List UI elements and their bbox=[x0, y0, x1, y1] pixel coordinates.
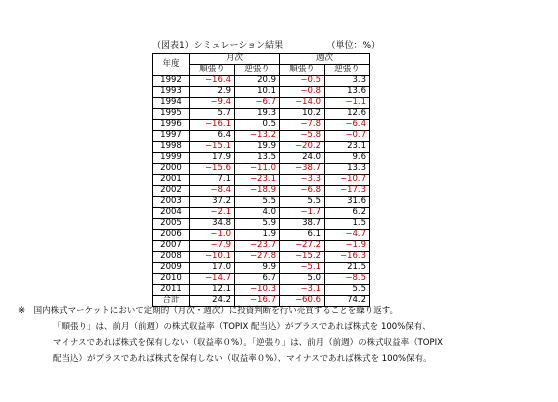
value-cell: 31.6 bbox=[325, 197, 370, 208]
value-cell: −7.9 bbox=[190, 241, 235, 252]
value-cell: −10.1 bbox=[190, 252, 235, 263]
unit-label: （単位：%） bbox=[326, 41, 380, 51]
value-cell: 5.5 bbox=[325, 285, 370, 296]
value-cell: −16.7 bbox=[235, 296, 280, 307]
value-cell: −8.4 bbox=[190, 186, 235, 197]
simulation-results-table bbox=[152, 53, 370, 307]
table-row bbox=[153, 109, 370, 120]
weekly-contrarian-header: 逆張り bbox=[325, 65, 370, 76]
table-row bbox=[153, 219, 370, 230]
table-row bbox=[153, 164, 370, 175]
value-cell: −2.1 bbox=[190, 208, 235, 219]
value-cell: −7.8 bbox=[280, 120, 325, 131]
value-cell: 5.0 bbox=[280, 274, 325, 285]
value-cell: −3.3 bbox=[280, 175, 325, 186]
year-cell: 1995 bbox=[153, 109, 190, 120]
value-cell: 0.5 bbox=[235, 120, 280, 131]
value-cell: 9.6 bbox=[325, 153, 370, 164]
year-cell: 2010 bbox=[153, 274, 190, 285]
year-cell: 2004 bbox=[153, 208, 190, 219]
table-row bbox=[153, 153, 370, 164]
value-cell: −20.2 bbox=[280, 142, 325, 153]
table-row bbox=[153, 274, 370, 285]
value-cell: −15.2 bbox=[280, 252, 325, 263]
year-cell: 2006 bbox=[153, 230, 190, 241]
year-cell: 1992 bbox=[153, 76, 190, 87]
table-row bbox=[153, 208, 370, 219]
value-cell: −18.9 bbox=[235, 186, 280, 197]
value-cell: −16.3 bbox=[325, 252, 370, 263]
table-row bbox=[153, 285, 370, 296]
value-cell: −0.7 bbox=[325, 131, 370, 142]
value-cell: −27.8 bbox=[235, 252, 280, 263]
value-cell: 23.1 bbox=[325, 142, 370, 153]
value-cell: −23.7 bbox=[235, 241, 280, 252]
year-cell: 1993 bbox=[153, 87, 190, 98]
value-cell: −5.8 bbox=[280, 131, 325, 142]
value-cell: −23.1 bbox=[235, 175, 280, 186]
value-cell: 10.2 bbox=[280, 109, 325, 120]
value-cell: 6.7 bbox=[235, 274, 280, 285]
value-cell: −1.0 bbox=[190, 230, 235, 241]
table-caption bbox=[152, 41, 380, 51]
footnote-line: マイナスであれば株式を保有しない（収益率０%）。「逆張り」は、前月（前週）の株式収益率（TOPIX bbox=[53, 338, 443, 348]
table-row bbox=[153, 230, 370, 241]
table-row bbox=[153, 263, 370, 274]
table-title: （図表1）シミュレーション結果 bbox=[152, 41, 284, 51]
year-cell: 1998 bbox=[153, 142, 190, 153]
value-cell: −6.4 bbox=[325, 120, 370, 131]
weekly-trend-header: 順張り bbox=[280, 65, 325, 76]
table-row bbox=[153, 197, 370, 208]
value-cell: 1.5 bbox=[325, 219, 370, 230]
value-cell: −3.1 bbox=[280, 285, 325, 296]
value-cell: −5.1 bbox=[280, 263, 325, 274]
table-row bbox=[153, 252, 370, 263]
weekly-header: 週次 bbox=[280, 54, 370, 65]
table-row bbox=[153, 241, 370, 252]
year-cell: 2000 bbox=[153, 164, 190, 175]
value-cell: 2.9 bbox=[190, 87, 235, 98]
value-cell: 12.1 bbox=[190, 285, 235, 296]
table-row bbox=[153, 98, 370, 109]
table-row bbox=[153, 76, 370, 87]
value-cell: 24.2 bbox=[190, 296, 235, 307]
year-cell: 1996 bbox=[153, 120, 190, 131]
table-row bbox=[153, 175, 370, 186]
value-cell: 5.7 bbox=[190, 109, 235, 120]
footnote-line: ※ 国内株式マーケットにおいて定期的（月次・週次）に投資判断を行い売買することを繰り返す。 bbox=[18, 306, 399, 316]
value-cell: −6.7 bbox=[235, 98, 280, 109]
table-row bbox=[153, 186, 370, 197]
value-cell: 74.2 bbox=[325, 296, 370, 307]
value-cell: 4.0 bbox=[235, 208, 280, 219]
monthly-header: 月次 bbox=[190, 54, 280, 65]
value-cell: −14.7 bbox=[190, 274, 235, 285]
year-cell: 2002 bbox=[153, 186, 190, 197]
monthly-contrarian-header: 逆張り bbox=[235, 65, 280, 76]
value-cell: −9.4 bbox=[190, 98, 235, 109]
value-cell: −4.7 bbox=[325, 230, 370, 241]
year-cell: 1999 bbox=[153, 153, 190, 164]
value-cell: 3.3 bbox=[325, 76, 370, 87]
year-cell: 2008 bbox=[153, 252, 190, 263]
value-cell: 5.9 bbox=[235, 219, 280, 230]
year-cell: 2001 bbox=[153, 175, 190, 186]
year-cell: 2009 bbox=[153, 263, 190, 274]
value-cell: 19.9 bbox=[235, 142, 280, 153]
value-cell: −15.1 bbox=[190, 142, 235, 153]
value-cell: 21.5 bbox=[325, 263, 370, 274]
year-cell: 2011 bbox=[153, 285, 190, 296]
value-cell: 1.9 bbox=[235, 230, 280, 241]
value-cell: −10.3 bbox=[235, 285, 280, 296]
value-cell: 9.9 bbox=[235, 263, 280, 274]
year-cell: 2003 bbox=[153, 197, 190, 208]
table-body bbox=[153, 76, 370, 307]
year-cell: 2007 bbox=[153, 241, 190, 252]
value-cell: 24.0 bbox=[280, 153, 325, 164]
value-cell: 38.7 bbox=[280, 219, 325, 230]
value-cell: 13.5 bbox=[235, 153, 280, 164]
value-cell: −27.2 bbox=[280, 241, 325, 252]
footnote bbox=[10, 303, 550, 367]
value-cell: 10.1 bbox=[235, 87, 280, 98]
value-cell: 17.0 bbox=[190, 263, 235, 274]
value-cell: −0.8 bbox=[280, 87, 325, 98]
footnote-line: 「順張り」は、前月（前週）の株式収益率（TOPIX 配当込）がプラスであれば株式を 100%保有、 bbox=[53, 322, 431, 332]
value-cell: −15.6 bbox=[190, 164, 235, 175]
value-cell: 7.1 bbox=[190, 175, 235, 186]
value-cell: −1.9 bbox=[325, 241, 370, 252]
value-cell: −60.6 bbox=[280, 296, 325, 307]
value-cell: 12.6 bbox=[325, 109, 370, 120]
value-cell: 17.9 bbox=[190, 153, 235, 164]
value-cell: 5.5 bbox=[235, 197, 280, 208]
value-cell: 6.2 bbox=[325, 208, 370, 219]
table-row bbox=[153, 120, 370, 131]
table-row bbox=[153, 87, 370, 98]
value-cell: −8.5 bbox=[325, 274, 370, 285]
year-cell: 2005 bbox=[153, 219, 190, 230]
value-cell: −16.4 bbox=[190, 76, 235, 87]
value-cell: 13.6 bbox=[325, 87, 370, 98]
value-cell: −17.3 bbox=[325, 186, 370, 197]
monthly-trend-header: 順張り bbox=[190, 65, 235, 76]
value-cell: 34.8 bbox=[190, 219, 235, 230]
value-cell: −1.7 bbox=[280, 208, 325, 219]
value-cell: −0.5 bbox=[280, 76, 325, 87]
value-cell: 6.4 bbox=[190, 131, 235, 142]
value-cell: −1.1 bbox=[325, 98, 370, 109]
value-cell: −6.8 bbox=[280, 186, 325, 197]
value-cell: −38.7 bbox=[280, 164, 325, 175]
value-cell: −10.7 bbox=[325, 175, 370, 186]
value-cell: −11.0 bbox=[235, 164, 280, 175]
value-cell: −13.2 bbox=[235, 131, 280, 142]
year-header: 年度 bbox=[153, 54, 190, 76]
table-row bbox=[153, 142, 370, 153]
value-cell: 6.1 bbox=[280, 230, 325, 241]
year-cell: 1997 bbox=[153, 131, 190, 142]
value-cell: −16.1 bbox=[190, 120, 235, 131]
year-cell: 1994 bbox=[153, 98, 190, 109]
table-row bbox=[153, 131, 370, 142]
value-cell: 13.3 bbox=[325, 164, 370, 175]
value-cell: 5.5 bbox=[280, 197, 325, 208]
value-cell: 37.2 bbox=[190, 197, 235, 208]
year-cell: 合計 bbox=[153, 296, 190, 307]
value-cell: 19.3 bbox=[235, 109, 280, 120]
value-cell: −14.0 bbox=[280, 98, 325, 109]
footnote-line: 配当込）がプラスであれば株式を保有しない（収益率０%）、マイナスであれば株式を 100%保有。 bbox=[53, 354, 432, 364]
value-cell: 20.9 bbox=[235, 76, 280, 87]
